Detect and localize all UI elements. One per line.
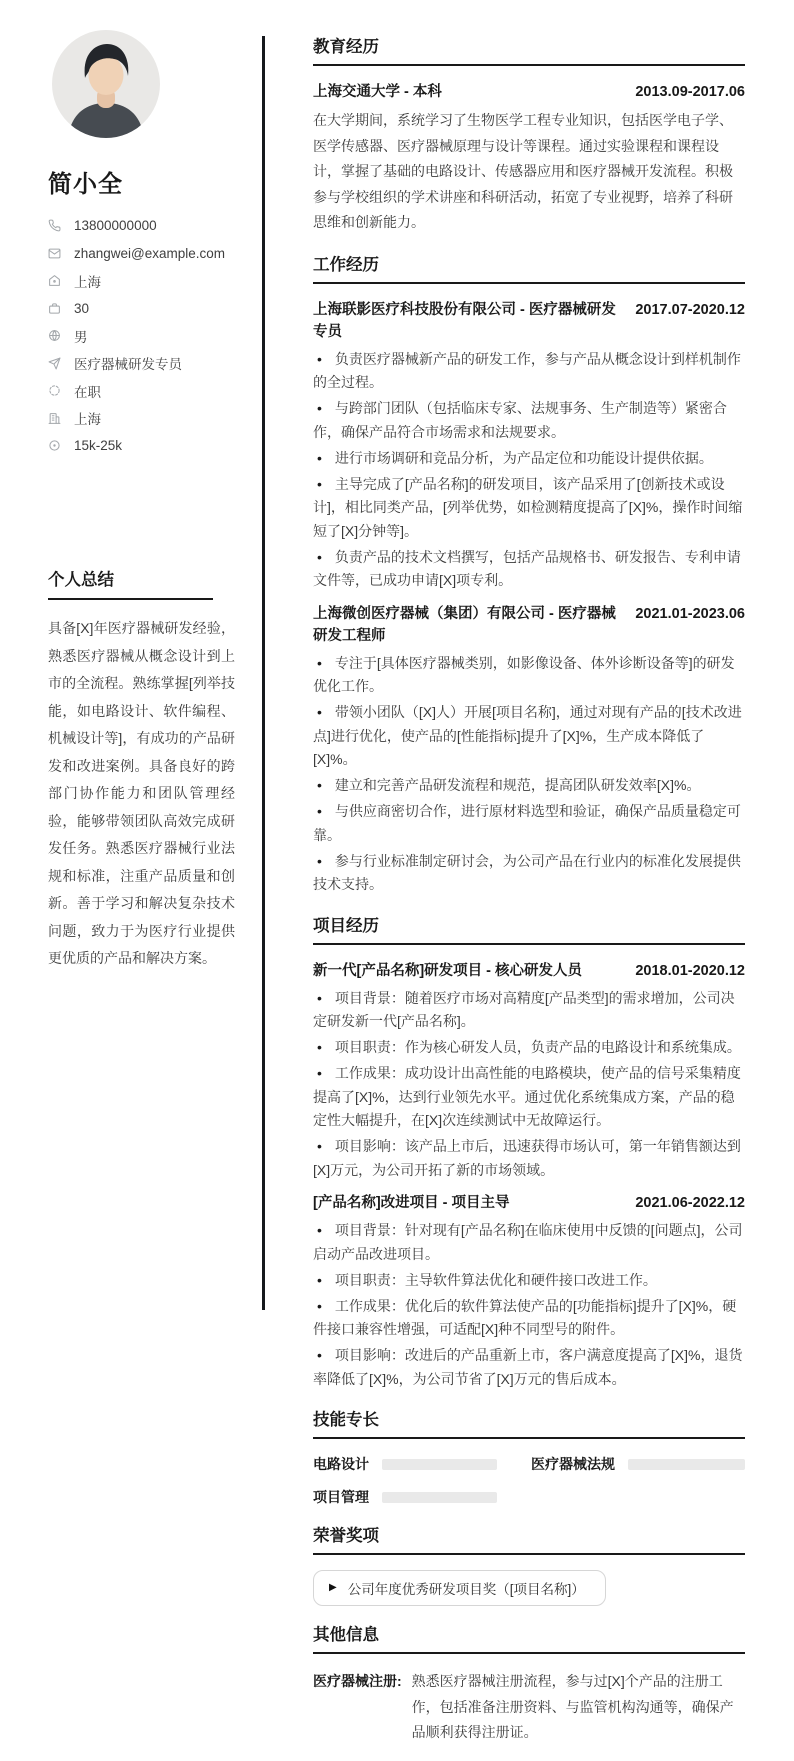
- work-bullet: [313, 800, 745, 847]
- awards-section: [313, 1522, 745, 1606]
- play-icon: ▶: [329, 1582, 337, 1593]
- work-bullet-text: 与供应商密切合作，进行原材料选型和验证，确保产品质量稳定可靠。: [313, 803, 741, 843]
- project-bullet: [313, 1135, 745, 1182]
- work-bullet: [313, 850, 745, 897]
- company-icon: [48, 412, 61, 425]
- bullet-dot-icon: •: [317, 989, 322, 1006]
- age-icon: [48, 302, 61, 315]
- contact-email: [48, 245, 238, 262]
- bullet-dot-icon: •: [317, 449, 322, 466]
- work-bullet-text: 专注于[具体医疗器械类别，如影像设备、体外诊断设备等]的研发优化工作。: [313, 654, 735, 694]
- other-info-label: 医疗器械注册:: [313, 1673, 402, 1689]
- vertical-divider: [262, 36, 265, 1310]
- projects-title: 项目经历: [313, 912, 745, 945]
- skills-grid: [313, 1454, 745, 1507]
- education-entry: [313, 81, 745, 236]
- profile-photo: [52, 30, 160, 138]
- work-bullet: [313, 447, 745, 471]
- project-bullet: [313, 1344, 745, 1391]
- project-name: 新一代[产品名称]研发项目 - 核心研发人员: [313, 962, 583, 979]
- work-bullet-text: 带领小团队（[X]人）开展[项目名称]，通过对现有产品的[技术改进点]进行优化，使产品的[性能指标]提升了[X]%，生产成本降低了[X]%。: [313, 704, 742, 767]
- email-icon: [48, 247, 61, 260]
- project-entry-header: [313, 960, 745, 982]
- other-info-title: 其他信息: [313, 1621, 745, 1654]
- work-entry: [313, 299, 745, 593]
- main-column: [313, 33, 745, 1761]
- company-name: 上海联影医疗科技股份有限公司 - 医疗器械研发专员: [313, 301, 616, 340]
- contact-list: [48, 217, 238, 454]
- status-icon: [48, 384, 61, 397]
- project-entry: [313, 1192, 745, 1391]
- work-bullet-text: 负责医疗器械新产品的研发工作，参与产品从概念设计到样机制作的全过程。: [313, 350, 741, 390]
- award-text: 公司年度优秀研发项目奖（[项目名称]）: [347, 1582, 585, 1597]
- contact-location: [48, 272, 238, 289]
- work-bullet: [313, 546, 745, 593]
- project-bullet-text: 项目职责：主导软件算法优化和硬件接口改进工作。: [334, 1271, 657, 1288]
- summary-title: 个人总结: [48, 566, 213, 600]
- gender-icon: [48, 329, 61, 342]
- work-bullet: [313, 652, 745, 699]
- bullet-dot-icon: •: [317, 1271, 322, 1288]
- salary-icon: [48, 439, 61, 452]
- bullet-dot-icon: •: [317, 400, 322, 416]
- work-bullet-text: 进行市场调研和竞品分析，为产品定位和功能设计提供依据。: [334, 449, 713, 466]
- skill-item: [313, 1487, 497, 1507]
- skill-bar: [382, 1459, 497, 1470]
- phone-value: 13800000000: [74, 218, 157, 233]
- bullet-dot-icon: •: [317, 350, 322, 367]
- project-bullet: [313, 987, 745, 1034]
- sidebar: [48, 30, 238, 973]
- phone-icon: [48, 219, 61, 232]
- other-info-text: 熟悉医疗器械注册流程，参与过[X]个产品的注册工作，包括准备注册资料、与监管机构沟通等，确保产品顺利获得注册证。: [411, 1673, 734, 1740]
- skill-name: 医疗器械法规: [531, 1456, 615, 1472]
- project-bullet-text: 工作成果：成功设计出高性能的电路模块，使产品的信号采集精度提高了[X]%，达到行业领先水平。通过优化系统集成方案，产品的稳定性大幅提升，在[X]次连续测试中无故障运行。: [313, 1065, 741, 1128]
- work-bullet: [313, 473, 745, 544]
- work-bullet-text: 主导完成了[产品名称]的研发项目，该产品采用了[创新技术或设计]，相比同类产品，[列举优势，如检测精度提高了[X]%，操作时间缩短了[X]分钟等]。: [313, 475, 743, 539]
- work-bullet: [313, 701, 745, 772]
- bullet-dot-icon: •: [317, 1222, 322, 1238]
- project-bullet-text: 工作成果：优化后的软件算法使产品的[功能指标]提升了[X]%，硬件接口兼容性增强，可适配[X]种不同型号的附件。: [313, 1297, 737, 1337]
- home-icon: [48, 274, 61, 287]
- avatar: [52, 30, 160, 138]
- bullet-dot-icon: •: [317, 548, 322, 565]
- contact-gender: [48, 327, 238, 344]
- awards-title: 荣誉奖项: [313, 1522, 745, 1555]
- project-date: 2018.01-2020.12: [635, 962, 745, 979]
- skills-title: 技能专长: [313, 1406, 745, 1439]
- project-name: [产品名称]改进项目 - 项目主导: [313, 1195, 510, 1211]
- other-info-section: [313, 1621, 745, 1746]
- location-value: 上海: [74, 274, 101, 290]
- status-value: 在职: [74, 384, 101, 400]
- bullet-dot-icon: •: [317, 1347, 322, 1363]
- work-bullet-text: 建立和完善产品研发流程和规范，提高团队研发效率[X]%。: [334, 777, 701, 793]
- project-date: 2021.06-2022.12: [635, 1195, 745, 1211]
- work-entry-header: [313, 603, 745, 647]
- projects-section: [313, 912, 745, 1392]
- project-entry: [313, 960, 745, 1183]
- contact-phone: [48, 217, 238, 234]
- skill-bar: [382, 1492, 497, 1503]
- work-entry-header: [313, 299, 745, 343]
- skill-item: [313, 1454, 497, 1474]
- contact-job-title: [48, 355, 238, 372]
- project-bullet: [313, 1269, 745, 1293]
- education-title: 教育经历: [313, 33, 745, 66]
- work-bullet: [313, 348, 745, 395]
- work-bullet-text: 参与行业标准制定研讨会，为公司产品在行业内的标准化发展提供技术支持。: [313, 852, 741, 892]
- contact-status: [48, 382, 238, 399]
- project-bullet-text: 项目背景：随着医疗市场对高精度[产品类型]的需求增加，公司决定研发新一代[产品名称]。: [313, 989, 735, 1029]
- bullet-dot-icon: •: [317, 1065, 322, 1081]
- bullet-dot-icon: •: [317, 1039, 322, 1055]
- education-date: 2013.09-2017.06: [635, 84, 745, 100]
- education-entry-header: [313, 81, 745, 103]
- project-bullet-text: 项目影响：改进后的产品重新上市，客户满意度提高了[X]%，退货率降低了[X]%，为公司节省了[X]万元的售后成本。: [313, 1347, 743, 1387]
- contact-salary: [48, 437, 238, 454]
- bullet-dot-icon: •: [317, 654, 322, 671]
- summary-section: [48, 566, 238, 973]
- skill-item: [531, 1454, 745, 1474]
- bullet-dot-icon: •: [317, 1297, 322, 1314]
- bullet-dot-icon: •: [317, 803, 322, 819]
- bullet-dot-icon: •: [317, 777, 322, 793]
- bullet-dot-icon: •: [317, 852, 322, 869]
- work-entry: [313, 603, 745, 897]
- job-title-value: 医疗器械研发专员: [74, 357, 182, 372]
- project-bullet: [313, 1295, 745, 1342]
- work-section: [313, 251, 745, 897]
- skills-section: [313, 1406, 745, 1507]
- work-date: 2017.07-2020.12: [635, 301, 745, 318]
- job-title-icon: [48, 357, 61, 370]
- education-section: [313, 33, 745, 236]
- work-bullet-text: 与跨部门团队（包括临床专家、法规事务、生产制造等）紧密合作，确保产品符合市场需求和法规要求。: [313, 400, 727, 440]
- gender-value: 男: [74, 329, 88, 345]
- project-bullet-text: 项目背景：针对现有[产品名称]在临床使用中反馈的[问题点]，公司启动产品改进项目。: [313, 1222, 743, 1262]
- company-name: 上海微创医疗器械（集团）有限公司 - 医疗器械研发工程师: [313, 605, 616, 644]
- summary-text: 具备[X]年医疗器械研发经验，熟悉医疗器械从概念设计到上市的全流程。熟练掌握[列举技能，如电路设计、软件编程、机械设计等]，有成功的产品研发和改进案例。具备良好的跨部门协作能力和团队管理经验，能够带领团队高效完成研发任务。熟悉医疗器械行业法规和标准，注重产品质量和创新。善于学习和解决复杂技术问题，致力于为医疗行业提供更优质的产品和解决方案。: [48, 620, 235, 966]
- work-title: 工作经历: [313, 251, 745, 284]
- contact-company-city: [48, 410, 238, 427]
- work-bullet: [313, 397, 745, 444]
- email-value: zhangwei@example.com: [74, 245, 226, 261]
- bullet-dot-icon: •: [317, 1138, 322, 1154]
- skill-name: 电路设计: [313, 1456, 369, 1472]
- project-bullet: [313, 1219, 745, 1266]
- bullet-dot-icon: •: [317, 704, 322, 720]
- project-bullet-text: 项目职责：作为核心研发人员，负责产品的电路设计和系统集成。: [334, 1039, 741, 1055]
- work-bullet-text: 负责产品的技术文档撰写，包括产品规格书、研发报告、专利申请文件等，已成功申请[X]项专利。: [313, 548, 741, 588]
- salary-value: 15k-25k: [74, 438, 123, 453]
- age-value: 30: [74, 300, 90, 316]
- company-city-value: 上海: [74, 412, 101, 427]
- work-date: 2021.01-2023.06: [635, 605, 745, 622]
- candidate-name: 简小全: [48, 171, 123, 198]
- other-info-item: [313, 1669, 745, 1746]
- project-entry-header: [313, 1192, 745, 1214]
- work-bullet: [313, 774, 745, 798]
- skill-name: 项目管理: [313, 1489, 369, 1505]
- award-badge[interactable]: [313, 1570, 606, 1606]
- skill-bar: [628, 1459, 745, 1470]
- education-description: 在大学期间，系统学习了生物医学工程专业知识，包括医学电子学、医学传感器、医疗器械原理与设计等课程。通过实验课程和课程设计，掌握了基础的电路设计、传感器应用和医疗器械开发流程。积极参与学校组织的学术讲座和科研活动，拓宽了专业视野，培养了科研思维和创新能力。: [313, 112, 733, 230]
- project-bullet: [313, 1062, 745, 1133]
- contact-age: [48, 300, 238, 317]
- project-bullet: [313, 1036, 745, 1060]
- bullet-dot-icon: •: [317, 475, 322, 492]
- school-name: 上海交通大学 - 本科: [313, 84, 442, 100]
- project-bullet-text: 项目影响：该产品上市后，迅速获得市场认可，第一年销售额达到[X]万元，为公司开拓了新的市场领域。: [313, 1138, 741, 1178]
